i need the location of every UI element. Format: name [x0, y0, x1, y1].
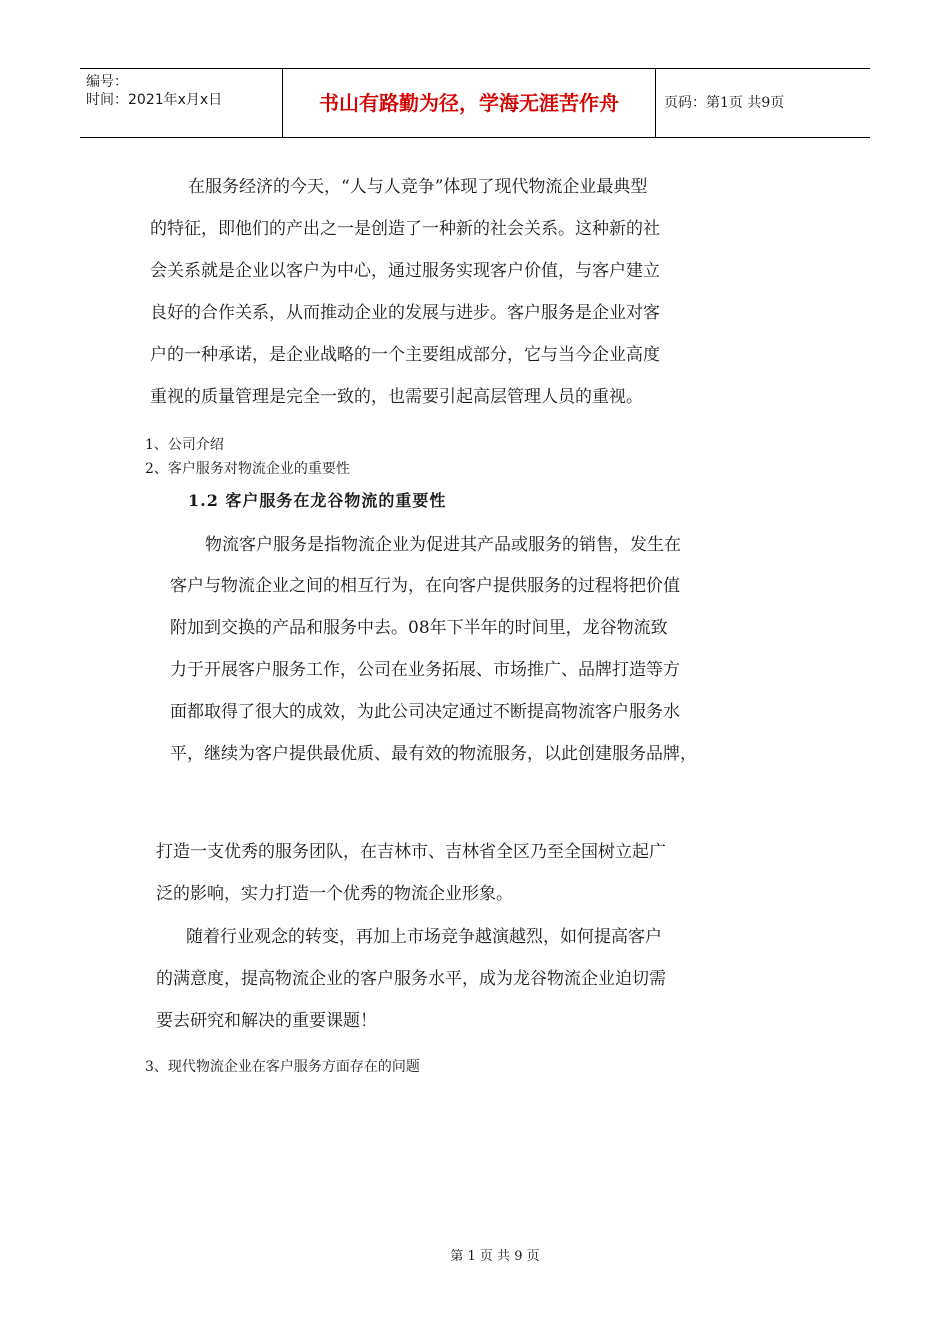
section-line-5: 面都取得了很大的成效，为此公司决定通过不断提高物流客户服务水 — [170, 702, 680, 722]
list-item-service-problems: 3、现代物流企业在客户服务方面存在的问题 — [145, 1059, 420, 1075]
section-line-6: 平，继续为客户提供最优质、最有效的物流服务，以此创建服务品牌， — [170, 744, 697, 764]
list-item-service-importance: 2、客户服务对物流企业的重要性 — [145, 461, 350, 477]
continued-line-1: 打造一支优秀的服务团队，在吉林市、吉林省全区乃至全国树立起广 — [156, 842, 666, 862]
continued-line-2: 泛的影响，实力打造一个优秀的物流企业形象。 — [156, 884, 513, 904]
section-line-2: 客户与物流企业之间的相互行为，在向客户提供服务的过程将把价值 — [170, 576, 680, 596]
document-time-label: 时间：2021年x月x日 — [86, 92, 223, 108]
section-line-1: 物流客户服务是指物流企业为促进其产品或服务的销售，发生在 — [205, 535, 681, 555]
closing-line-1: 随着行业观念的转变，再加上市场竞争越演越烈，如何提高客户 — [186, 927, 662, 947]
intro-line-2: 的特征，即他们的产出之一是创造了一种新的社会关系。这种新的社 — [150, 219, 660, 239]
document-number-label: 编号： — [86, 74, 128, 90]
section-line-3: 附加到交换的产品和服务中去。08年下半年的时间里，龙谷物流致 — [170, 618, 668, 638]
header-motto: 书山有路勤为径，学海无涯苦作舟 — [282, 69, 656, 137]
intro-line-1: 在服务经济的今天，“人与人竞争”体现了现代物流企业最典型 — [188, 177, 648, 197]
header-meta-cell — [80, 69, 282, 137]
closing-line-3: 要去研究和解决的重要课题！ — [156, 1011, 377, 1031]
document-header — [80, 68, 870, 138]
page-footer: 第 1 页 共 9 页 — [450, 1249, 540, 1264]
list-item-company-intro: 1、公司介绍 — [145, 437, 224, 453]
intro-line-5: 户的一种承诺，是企业战略的一个主要组成部分，它与当今企业高度 — [150, 345, 660, 365]
section-subheading: 1.2 客户服务在龙谷物流的重要性 — [188, 491, 447, 510]
header-page-info: 页码：第1页 共9页 — [664, 95, 785, 111]
intro-line-3: 会关系就是企业以客户为中心，通过服务实现客户价值，与客户建立 — [150, 261, 660, 281]
closing-line-2: 的满意度，提高物流企业的客户服务水平，成为龙谷物流企业迫切需 — [156, 969, 666, 989]
section-line-4: 力于开展客户服务工作，公司在业务拓展、市场推广、品牌打造等方 — [170, 660, 680, 680]
intro-line-6: 重视的质量管理是完全一致的，也需要引起高层管理人员的重视。 — [150, 387, 643, 407]
intro-line-4: 良好的合作关系，从而推动企业的发展与进步。客户服务是企业对客 — [150, 303, 660, 323]
